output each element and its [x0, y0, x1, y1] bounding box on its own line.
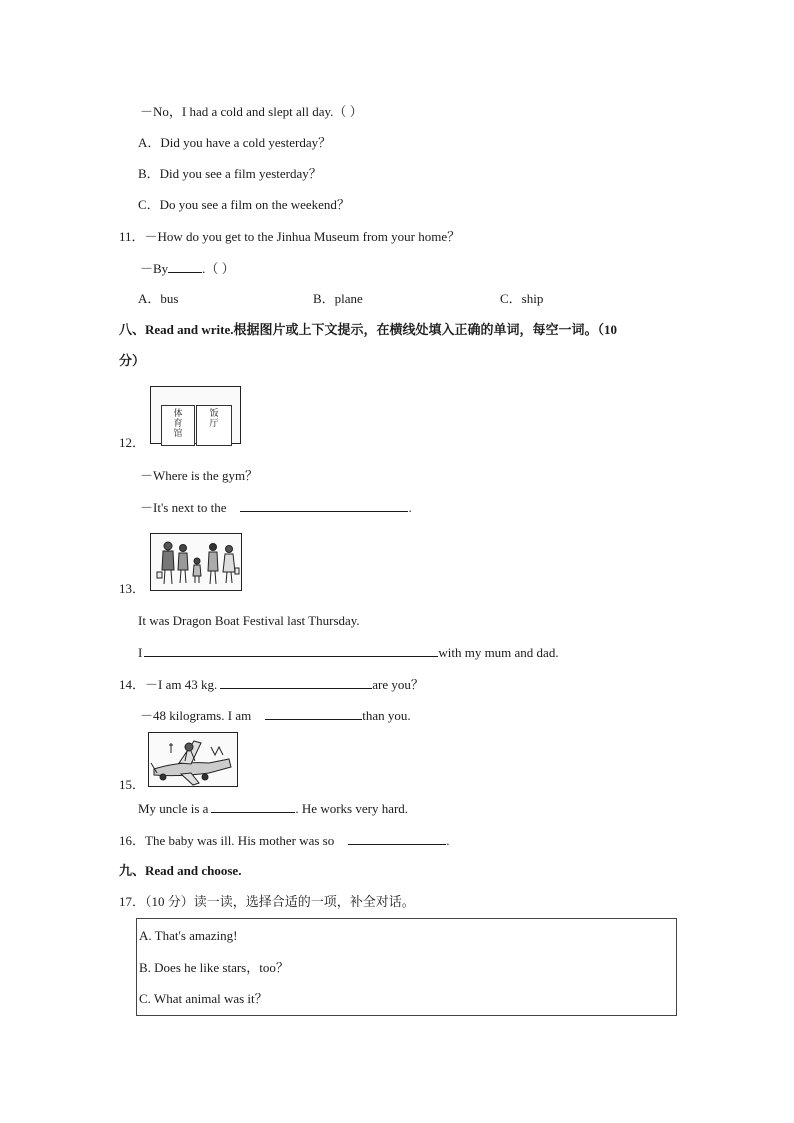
q12-line2 — [140, 498, 412, 517]
section-prefix: 九、 — [119, 863, 146, 878]
section-prefix: 八、 — [119, 322, 146, 337]
option-letter: B． — [313, 291, 335, 306]
q12-number: 12． — [119, 435, 146, 450]
q13-line1: It was Dragon Boat Festival last Thursday. — [138, 613, 360, 628]
question-text: －How do you get to the Jinhua Museum from your home？ — [144, 229, 461, 244]
question-number: 16． — [119, 833, 146, 848]
line-prefix: My uncle is a — [138, 801, 209, 816]
q15-picture — [148, 732, 238, 787]
section-title-en: Read and choose. — [145, 863, 242, 878]
answer-blank[interactable] — [240, 498, 408, 512]
q15-line — [138, 799, 408, 818]
section-title-cn: 根据图片或上下文提示，在横线处填入正确的单词，每空一词。（10 — [233, 322, 617, 337]
answer-suffix: .（ ） — [202, 261, 235, 276]
q10-answer-line: －No，I had a cold and slept all day.（ ） — [140, 104, 363, 119]
line-prefix: －I am 43 kg. — [145, 677, 218, 692]
line-prefix: －It's next to the — [140, 500, 227, 515]
q13-number: 13． — [119, 581, 146, 596]
section-9-heading — [119, 862, 241, 880]
line-prefix: －48 kilograms. I am — [140, 708, 252, 723]
choice-a[interactable]: A. That's amazing! — [139, 928, 238, 943]
line-suffix: with my mum and dad. — [438, 645, 559, 660]
q14-line1 — [119, 675, 424, 694]
choice-c[interactable]: C. What animal was it？ — [139, 991, 268, 1006]
section-8-heading-cont: 分） — [119, 353, 146, 368]
answer-blank[interactable] — [348, 831, 446, 845]
q11-option-b[interactable] — [313, 290, 363, 308]
question-number: 11． — [119, 229, 145, 244]
choice-b[interactable]: B. Does he like stars，too？ — [139, 960, 289, 975]
option-text: Did you see a film yesterday？ — [159, 166, 322, 181]
q10-option-b[interactable] — [138, 165, 322, 183]
gym-sign: 体 育 馆 — [161, 405, 195, 446]
section-title-en: Read and write. — [145, 322, 234, 337]
q12-line1: －Where is the gym？ — [140, 468, 259, 483]
q13-picture — [150, 533, 242, 591]
answer-blank[interactable] — [168, 259, 202, 273]
line-prefix: The baby was ill. His mother was so — [145, 833, 335, 848]
answer-blank[interactable] — [144, 643, 438, 657]
option-letter: A． — [138, 135, 161, 150]
line-suffix: than you. — [362, 708, 411, 723]
q11-option-a[interactable] — [138, 290, 178, 308]
option-text: plane — [334, 291, 363, 306]
question-text: （10 分）读一读，选择合适的一项，补全对话。 — [145, 894, 415, 909]
option-letter: B． — [138, 166, 160, 181]
option-text: Do you see a film on the weekend？ — [159, 197, 350, 212]
dining-hall-sign: 饭 厅 — [196, 405, 232, 446]
q10-option-c[interactable] — [138, 196, 350, 214]
line-suffix: . — [446, 833, 450, 848]
q11-option-c[interactable] — [500, 290, 543, 308]
option-letter: C． — [138, 197, 160, 212]
option-text: ship — [521, 291, 544, 306]
line-prefix: I — [138, 645, 143, 660]
q15-number: 15． — [119, 777, 146, 792]
family-illustration — [151, 534, 241, 590]
q14-line2 — [140, 706, 411, 725]
answer-blank-1[interactable] — [220, 675, 372, 689]
option-text: bus — [160, 291, 179, 306]
q11-answer-line — [140, 259, 235, 278]
option-text: Did you have a cold yesterday？ — [160, 135, 332, 150]
q11-question — [119, 228, 460, 246]
answer-prefix: －By — [140, 261, 169, 276]
q10-option-a[interactable] — [138, 134, 331, 152]
option-letter: C． — [500, 291, 522, 306]
section-8-heading — [119, 321, 617, 339]
q12-picture — [150, 386, 241, 444]
answer-blank-2[interactable] — [265, 706, 362, 720]
line-suffix: . He works very hard. — [295, 801, 409, 816]
answer-blank[interactable] — [211, 799, 295, 813]
question-number: 17． — [119, 894, 146, 909]
question-number: 14． — [119, 677, 146, 692]
q17-choice-box — [136, 918, 677, 1016]
option-letter: A． — [138, 291, 161, 306]
line-suffix: are you？ — [372, 677, 424, 692]
pilot-illustration — [149, 733, 237, 786]
q16-line — [119, 831, 449, 850]
q13-line2 — [138, 643, 559, 662]
q17-instruction — [119, 893, 415, 911]
line-suffix: . — [408, 500, 412, 515]
